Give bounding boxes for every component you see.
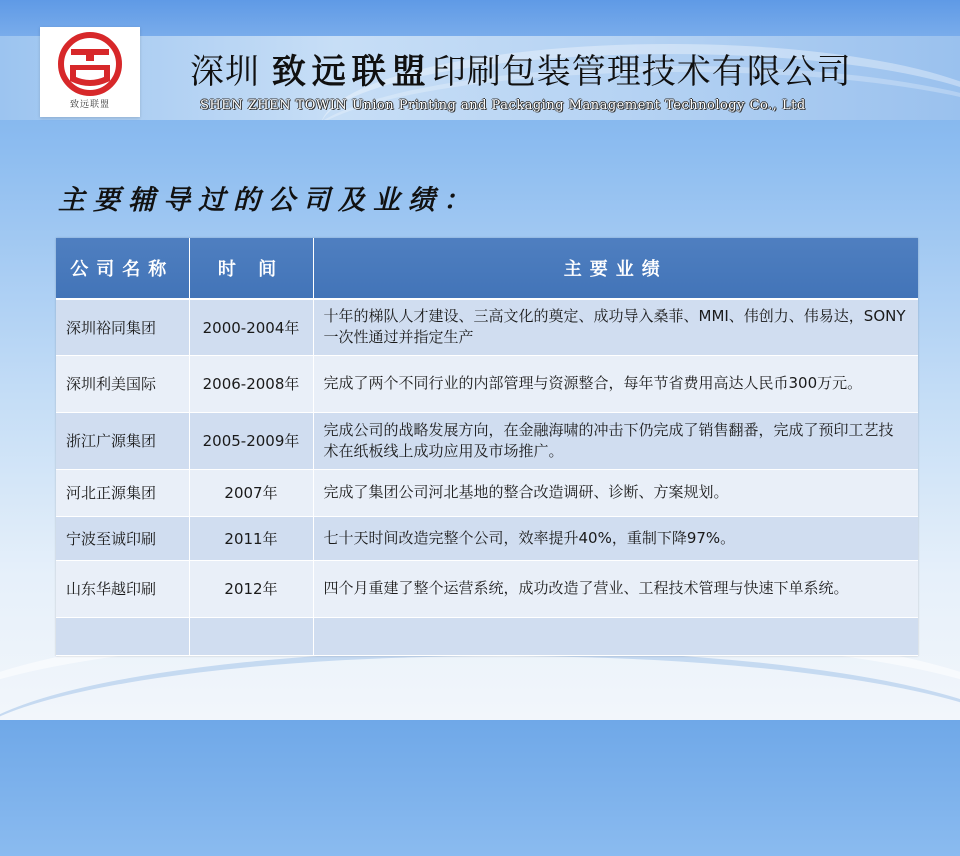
cell-company: 深圳利美国际 [56, 355, 189, 412]
table-row-empty [56, 617, 918, 655]
top-band [0, 0, 960, 36]
cell-time: 2012年 [189, 560, 313, 617]
cell-time: 2007年 [189, 469, 313, 516]
table-row [56, 560, 918, 617]
cell-company: 山东华越印刷 [56, 560, 189, 617]
table-header-row [56, 238, 918, 299]
header-company: 公司名称 [56, 238, 189, 299]
cell-time: 2011年 [189, 516, 313, 560]
cell-result [313, 617, 918, 655]
cell-company: 浙江广源集团 [56, 412, 189, 469]
performance-table [56, 238, 918, 656]
table-row [56, 355, 918, 412]
section-title: 主要辅导过的公司及业绩： [58, 185, 478, 216]
cell-result: 七十天时间改造完整个公司，效率提升40%，重制下降97%。 [313, 516, 918, 560]
logo-emblem-icon [53, 31, 127, 97]
bottom-swoosh-secondary [0, 650, 960, 856]
header-time: 时 间 [189, 238, 313, 299]
cell-time: 2000-2004年 [189, 299, 313, 355]
cell-result: 完成了集团公司河北基地的整合改造调研、诊断、方案规划。 [313, 469, 918, 516]
company-name-cn-brand: 致远联盟 [271, 52, 432, 92]
table-row [56, 299, 918, 355]
cell-time [189, 617, 313, 655]
company-name-cn-prefix: 深圳 [190, 52, 272, 92]
cell-result: 四个月重建了整个运营系统，成功改造了营业、工程技术管理与快速下单系统。 [313, 560, 918, 617]
cell-result: 完成公司的战略发展方向，在金融海啸的冲击下仍完成了销售翻番，完成了预印工艺技术在纸板线上成功应用及市场推广。 [313, 412, 918, 469]
logo-text: 致远联盟 [69, 100, 110, 110]
cell-result: 完成了两个不同行业的内部管理与资源整合，每年节省费用高达人民币300万元。 [313, 355, 918, 412]
table-row [56, 516, 918, 560]
cell-result: 十年的梯队人才建设、三高文化的奠定、成功导入桑菲、MMI、伟创力、伟易达，SONY一次性通过并指定生产 [313, 299, 918, 355]
company-name-cn-suffix: 印刷包装管理技术有限公司 [431, 52, 852, 92]
cell-company: 深圳裕同集团 [56, 299, 189, 355]
cell-time: 2005-2009年 [189, 412, 313, 469]
company-name-en: SHEN ZHEN TOWIN Union Printing and Packaging Management Technology Co., Ltd [200, 98, 806, 113]
table-row [56, 412, 918, 469]
cell-time: 2006-2008年 [189, 355, 313, 412]
cell-company: 河北正源集团 [56, 469, 189, 516]
cell-company [56, 617, 189, 655]
table-row [56, 469, 918, 516]
cell-company: 宁波至诚印刷 [56, 516, 189, 560]
company-name-cn [190, 44, 930, 92]
company-logo [40, 27, 140, 117]
header-result: 主要业绩 [313, 238, 918, 299]
